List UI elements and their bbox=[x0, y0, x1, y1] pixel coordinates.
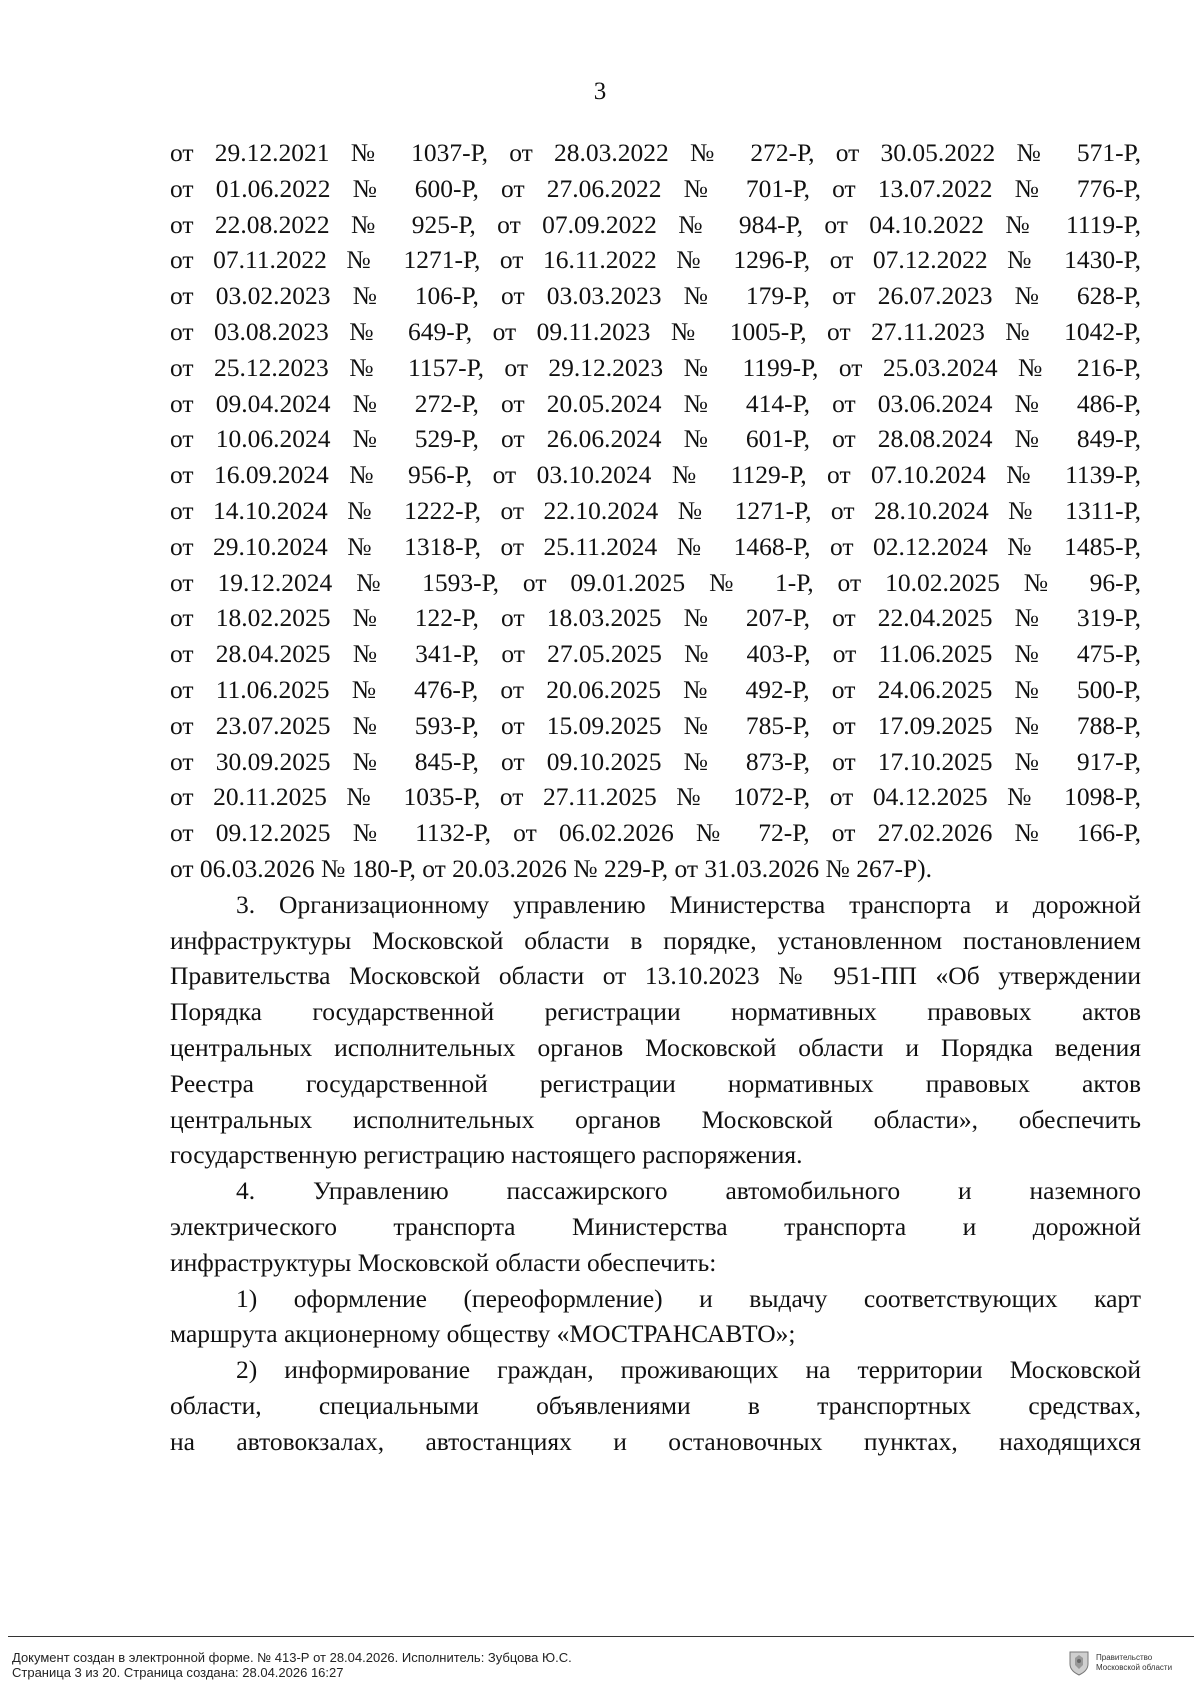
text-line: 2) информирование граждан, проживающих на территории Московской bbox=[236, 1355, 1141, 1385]
text-line: центральных исполнительных органов Московской области и Порядка ведения bbox=[170, 1032, 1141, 1062]
text-line: от 25.12.2023 № 1157-Р, от 29.12.2023 № 1199-Р, от 25.03.2024 № 216-Р, bbox=[170, 352, 1141, 382]
text-line: государственную регистрацию настоящего распоряжения. bbox=[170, 1140, 803, 1170]
text-line: от 28.04.2025 № 341-Р, от 27.05.2025 № 403-Р, от 11.06.2025 № 475-Р, bbox=[170, 639, 1141, 669]
text-line: от 29.10.2024 № 1318-Р, от 25.11.2024 № 1468-Р, от 02.12.2024 № 1485-Р, bbox=[170, 531, 1141, 561]
text-line: от 23.07.2025 № 593-Р, от 15.09.2025 № 785-Р, от 17.09.2025 № 788-Р, bbox=[170, 710, 1141, 740]
text-line: от 09.12.2025 № 1132-Р, от 06.02.2026 № 72-Р, от 27.02.2026 № 166-Р, bbox=[170, 818, 1141, 848]
coat-of-arms-icon bbox=[1068, 1650, 1090, 1676]
text-line: от 03.08.2023 № 649-Р, от 09.11.2023 № 1005-Р, от 27.11.2023 № 1042-Р, bbox=[170, 316, 1141, 346]
text-line: от 06.03.2026 № 180-Р, от 20.03.2026 № 229-Р, от 31.03.2026 № 267-Р). bbox=[170, 853, 933, 883]
text-line: от 29.12.2021 № 1037-Р, от 28.03.2022 № 272-Р, от 30.05.2022 № 571-Р, bbox=[170, 138, 1141, 167]
text-line: центральных исполнительных органов Московской области», обеспечить bbox=[170, 1104, 1141, 1134]
text-line: 1) оформление (переоформление) и выдачу соответствующих карт bbox=[236, 1283, 1141, 1313]
footer-line-2: Страница 3 из 20. Страница создана: 28.04.2026 16:27 bbox=[12, 1665, 344, 1680]
logo-caption bbox=[1096, 1653, 1172, 1673]
text-line: инфраструктуры Московской области в порядке, установленном постановлением bbox=[170, 925, 1141, 955]
text-line: Правительства Московской области от 13.10.2023 № 951-ПП «Об утверждении bbox=[170, 961, 1141, 991]
text-line: от 03.02.2023 № 106-Р, от 03.03.2023 № 179-Р, от 26.07.2023 № 628-Р, bbox=[170, 281, 1141, 311]
text-line: от 22.08.2022 № 925-Р, от 07.09.2022 № 984-Р, от 04.10.2022 № 1119-Р, bbox=[170, 209, 1141, 239]
text-line: от 18.02.2025 № 122-Р, от 18.03.2025 № 207-Р, от 22.04.2025 № 319-Р, bbox=[170, 603, 1141, 633]
text-line: маршрута акционерному обществу «МОСТРАНСАВТО»; bbox=[170, 1319, 796, 1349]
text-line: от 30.09.2025 № 845-Р, от 09.10.2025 № 873-Р, от 17.10.2025 № 917-Р, bbox=[170, 746, 1141, 776]
footer-divider bbox=[8, 1636, 1194, 1637]
text-line: электрического транспорта Министерства транспорта и дорожной bbox=[170, 1211, 1141, 1241]
footer-info bbox=[12, 1650, 572, 1680]
text-line: области, специальными объявлениями в транспортных средствах, bbox=[170, 1390, 1141, 1420]
text-line: Реестра государственной регистрации нормативных правовых актов bbox=[170, 1068, 1141, 1098]
text-line: от 07.11.2022 № 1271-Р, от 16.11.2022 № 1296-Р, от 07.12.2022 № 1430-Р, bbox=[170, 245, 1141, 275]
footer-line-1: Документ создан в электронной форме. № 413-Р от 28.04.2026. Исполнитель: Зубцова Ю.С. bbox=[12, 1650, 572, 1665]
text-line: от 16.09.2024 № 956-Р, от 03.10.2024 № 1129-Р, от 07.10.2024 № 1139-Р, bbox=[170, 460, 1141, 490]
text-line: инфраструктуры Московской области обеспечить: bbox=[170, 1247, 717, 1277]
text-line: от 11.06.2025 № 476-Р, от 20.06.2025 № 492-Р, от 24.06.2025 № 500-Р, bbox=[170, 674, 1141, 704]
page-number: 3 bbox=[593, 78, 607, 105]
logo-caption-line-1: Правительство bbox=[1096, 1653, 1153, 1662]
text-line: от 20.11.2025 № 1035-Р, от 27.11.2025 № 1072-Р, от 04.12.2025 № 1098-Р, bbox=[170, 782, 1141, 812]
document-body bbox=[170, 135, 1141, 1459]
government-logo bbox=[1068, 1650, 1172, 1676]
text-line: 4. Управлению пассажирского автомобильного и наземного bbox=[236, 1176, 1141, 1206]
text-line: на автовокзалах, автостанциях и остановочных пунктах, находящихся bbox=[170, 1426, 1141, 1456]
text-line: от 10.06.2024 № 529-Р, от 26.06.2024 № 601-Р, от 28.08.2024 № 849-Р, bbox=[170, 424, 1141, 454]
text-line: от 09.04.2024 № 272-Р, от 20.05.2024 № 414-Р, от 03.06.2024 № 486-Р, bbox=[170, 388, 1141, 418]
text-line: Порядка государственной регистрации нормативных правовых актов bbox=[170, 997, 1141, 1027]
text-line: от 14.10.2024 № 1222-Р, от 22.10.2024 № 1271-Р, от 28.10.2024 № 1311-Р, bbox=[170, 495, 1141, 525]
logo-caption-line-2: Московской области bbox=[1096, 1663, 1173, 1672]
text-line: 3. Организационному управлению Министерства транспорта и дорожной bbox=[236, 889, 1141, 919]
text-line: от 19.12.2024 № 1593-Р, от 09.01.2025 № 1-Р, от 10.02.2025 № 96-Р, bbox=[170, 567, 1141, 597]
text-line: от 01.06.2022 № 600-Р, от 27.06.2022 № 701-Р, от 13.07.2022 № 776-Р, bbox=[170, 173, 1141, 203]
